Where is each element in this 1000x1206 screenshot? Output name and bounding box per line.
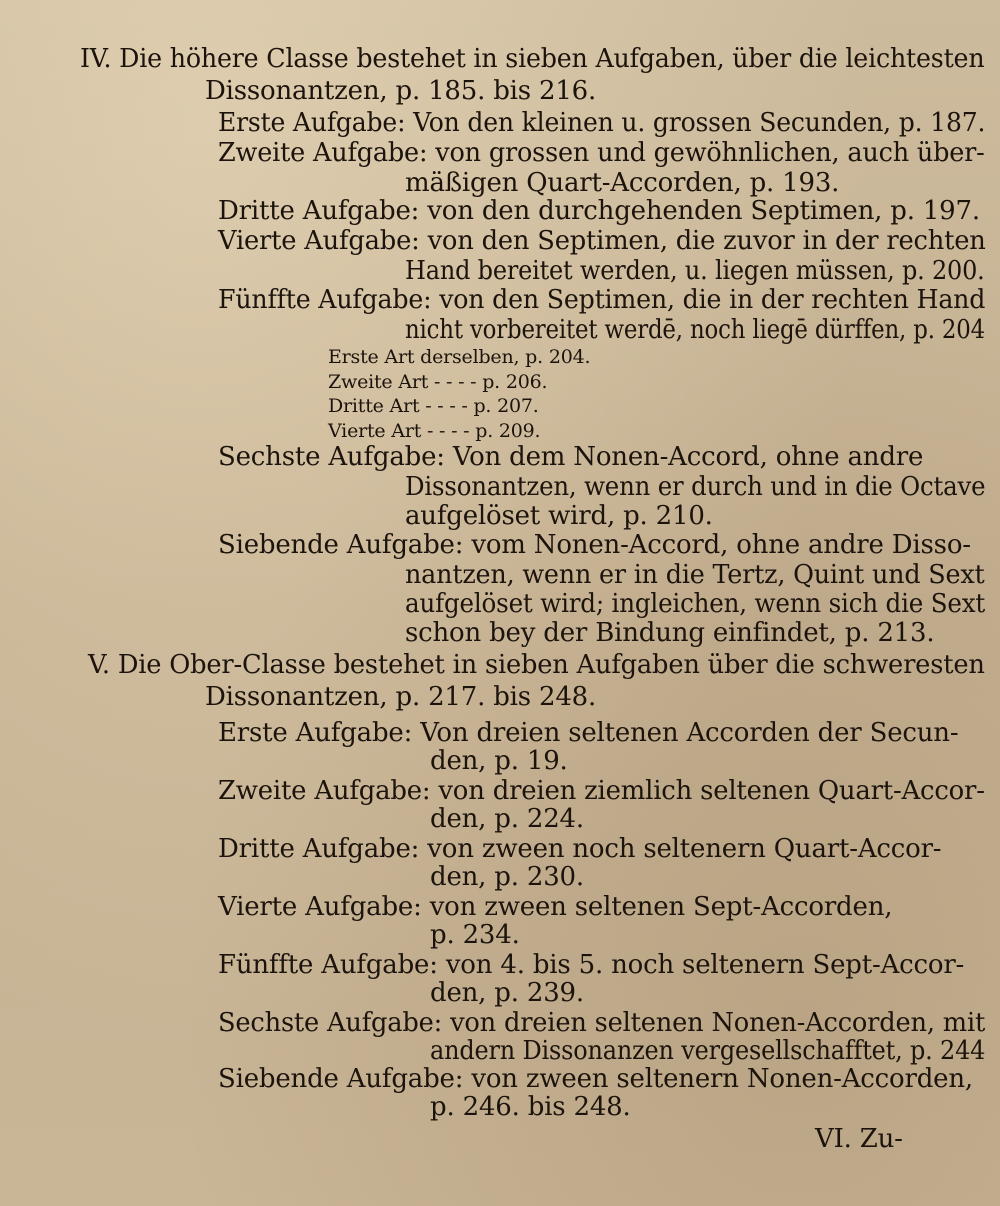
- task-iv-2-cont: mäßigen Quart-Accorden, p. 193.: [405, 168, 840, 198]
- art-4: Vierte Art - - - - p. 209.: [328, 420, 541, 442]
- task-iv-4-cont: Hand bereitet werden, u. liegen müssen, p. 200.: [405, 256, 985, 286]
- task-v-5: Fünffte Aufgabe: von 4. bis 5. noch seltenern Sept-Accor-: [218, 950, 965, 980]
- task-v-3-cont: den, p. 230.: [430, 862, 584, 892]
- task-iv-7-cont: nantzen, wenn er in die Tertz, Quint und Sext: [405, 560, 985, 590]
- art-3: Dritte Art - - - - p. 207.: [328, 395, 539, 417]
- section-v-continuation: Dissonantzen, p. 217. bis 248.: [205, 682, 597, 712]
- task-v-3: Dritte Aufgabe: von zween noch seltenern Quart-Accor-: [218, 834, 942, 864]
- section-iv-heading: IV. Die höhere Classe bestehet in sieben Aufgaben, über die leichtesten: [80, 44, 985, 74]
- task-iv-5-cont: nicht vorbereitet werdē, noch liegē dürffen, p. 204: [405, 315, 985, 345]
- catchword: VI. Zu-: [815, 1124, 903, 1154]
- task-iv-5: Fünffte Aufgabe: von den Septimen, die in der rechten Hand: [218, 285, 986, 315]
- task-v-4-cont: p. 234.: [430, 920, 520, 950]
- task-v-2-cont: den, p. 224.: [430, 804, 584, 834]
- task-iv-1: Erste Aufgabe: Von den kleinen u. grossen Secunden, p. 187.: [218, 108, 986, 138]
- task-iv-2: Zweite Aufgabe: von grossen und gewöhnlichen, auch über-: [218, 138, 985, 168]
- task-v-6: Sechste Aufgabe: von dreien seltenen Nonen-Accorden, mit: [218, 1008, 986, 1038]
- art-1: Erste Art derselben, p. 204.: [328, 346, 591, 368]
- task-iv-7-cont3: schon bey der Bindung einfindet, p. 213.: [405, 618, 935, 648]
- task-iv-4: Vierte Aufgabe: von den Septimen, die zuvor in der rechten: [218, 226, 986, 256]
- task-v-7-cont: p. 246. bis 248.: [430, 1092, 631, 1122]
- task-iv-6-cont2: aufgelöset wird, p. 210.: [405, 501, 713, 531]
- task-iv-7: Siebende Aufgabe: vom Nonen-Accord, ohne andre Disso-: [218, 530, 971, 560]
- task-v-4: Vierte Aufgabe: von zween seltenen Sept-Accorden,: [218, 892, 893, 922]
- task-iv-6-cont: Dissonantzen, wenn er durch und in die Octave: [405, 472, 986, 502]
- section-iv-continuation: Dissonantzen, p. 185. bis 216.: [205, 76, 597, 106]
- section-v-heading: V. Die Ober-Classe bestehet in sieben Aufgaben über die schweresten: [88, 650, 985, 680]
- task-v-7: Siebende Aufgabe: von zween seltenern Nonen-Accorden,: [218, 1064, 973, 1094]
- task-iv-6: Sechste Aufgabe: Von dem Nonen-Accord, ohne andre: [218, 442, 924, 472]
- task-v-2: Zweite Aufgabe: von dreien ziemlich seltenen Quart-Accor-: [218, 776, 985, 806]
- task-iv-7-cont2: aufgelöset wird; ingleichen, wenn sich die Sext: [405, 589, 986, 619]
- task-v-1-cont: den, p. 19.: [430, 746, 568, 776]
- task-v-5-cont: den, p. 239.: [430, 978, 584, 1008]
- task-v-1: Erste Aufgabe: Von dreien seltenen Accorden der Secun-: [218, 718, 959, 748]
- art-2: Zweite Art - - - - p. 206.: [328, 371, 548, 393]
- task-v-6-cont: andern Dissonanzen vergesellschafftet, p. 244: [430, 1036, 986, 1066]
- task-iv-3: Dritte Aufgabe: von den durchgehenden Septimen, p. 197.: [218, 196, 980, 226]
